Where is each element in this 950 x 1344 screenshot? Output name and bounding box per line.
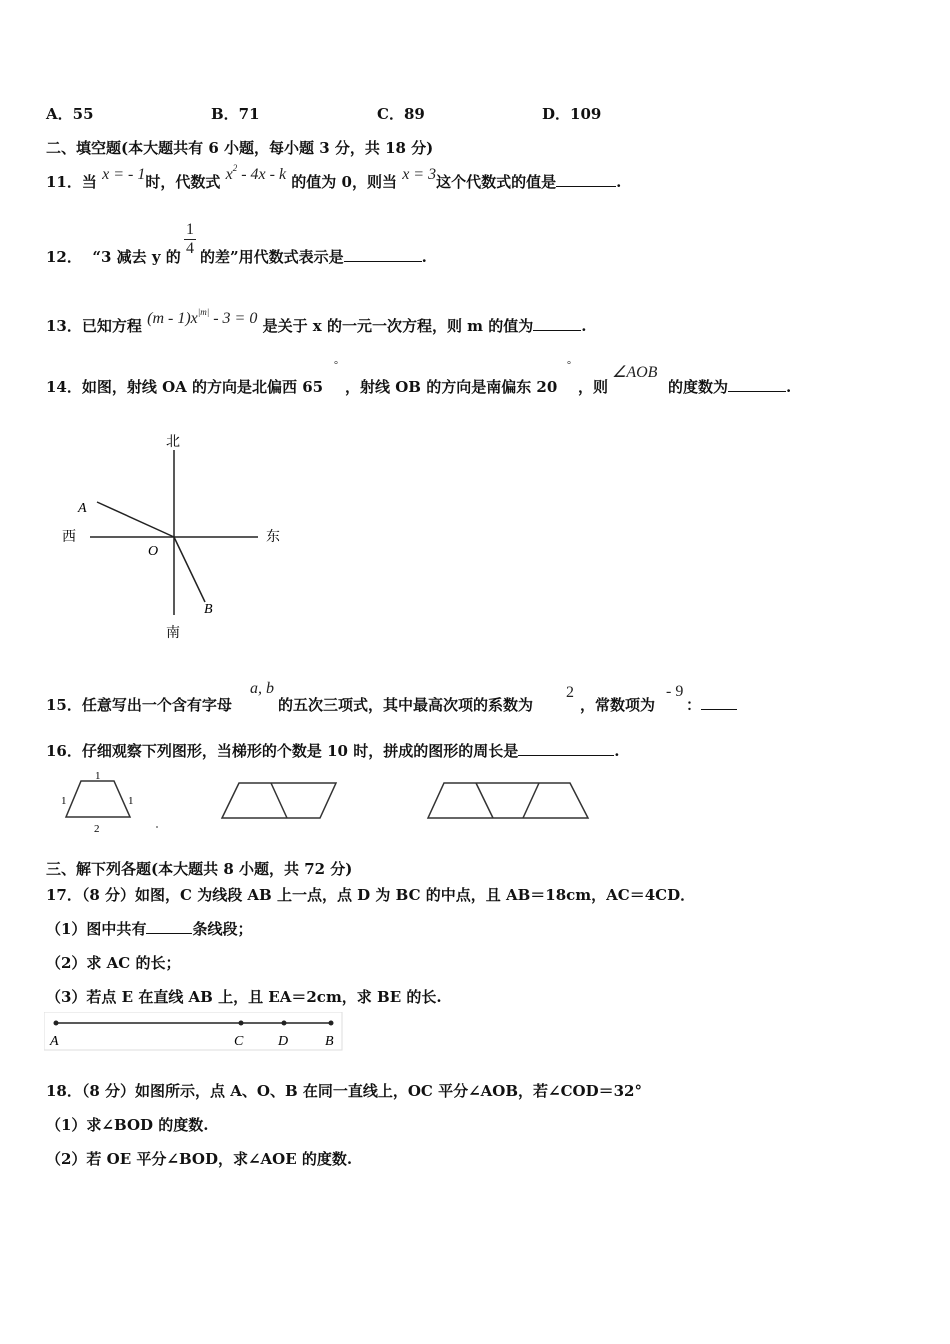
q11-cond2: x = 3: [402, 166, 437, 183]
q18-part1: （1）求∠BOD 的度数.: [46, 1116, 209, 1134]
label-north: 北: [166, 434, 180, 450]
triple-divider-1: [476, 783, 493, 818]
q13-eq-a: (m - 1)x: [147, 310, 198, 327]
choice-c: C．89: [377, 105, 425, 123]
point-d: [282, 1021, 287, 1026]
label-east: 东: [266, 529, 280, 545]
section-2-title: 二、填空题(本大题共有 6 小题，每小题 3 分，共 18 分): [46, 139, 434, 157]
point-a: [54, 1021, 59, 1026]
q11-expr-a: x: [225, 166, 233, 183]
seg-label-b: B: [325, 1034, 334, 1049]
seg-label-d: D: [278, 1034, 289, 1049]
q14-blank[interactable]: [728, 377, 786, 392]
q16-end: .: [614, 742, 620, 760]
trapezoid-figures: [50, 770, 610, 836]
question-15-part2: 的五次三项式，其中最高次项的系数为: [278, 696, 534, 714]
label-o: O: [148, 544, 159, 559]
q11-expr: [225, 163, 287, 183]
q13-equation: [147, 307, 258, 327]
trapezoid-single: [66, 781, 130, 817]
q12-t1: “3 减去 y 的: [92, 248, 181, 266]
q12-frac-den: 4: [186, 240, 194, 257]
q17-part3: （3）若点 E 在直线 AB 上，且 EA＝2cm，求 BE 的长.: [46, 988, 442, 1006]
q16-text: 16．仔细观察下列图形，当梯形的个数是 10 时，拼成的图形的周长是: [46, 742, 519, 760]
q14-t3: 的度数为: [668, 378, 729, 396]
question-14-part3: ，则: [578, 378, 609, 396]
trap-label-bottom: 2: [94, 823, 100, 835]
figure-border: [44, 1012, 342, 1050]
trap-label-left: 1: [61, 795, 67, 807]
q11-end: .: [616, 173, 622, 191]
q15-t3: ：: [686, 696, 702, 714]
q12-end: .: [421, 248, 427, 266]
question-11: [46, 164, 621, 202]
q11-num: 11．当: [46, 173, 97, 191]
q13-num: 13．已知方程: [46, 317, 142, 335]
q11-blank[interactable]: [556, 172, 616, 187]
point-c: [239, 1021, 244, 1026]
q15-coef: 2: [566, 684, 574, 701]
trap-label-right: 1: [128, 795, 134, 807]
q11-t2: 的值为 0，则当: [291, 173, 397, 191]
compass-figure: [40, 425, 300, 650]
section-3-title: 三、解下列各题(本大题共 8 小题，共 72 分): [46, 860, 353, 878]
question-15-part1: 15．任意写出一个含有字母: [46, 696, 232, 714]
choice-b: B．71: [211, 105, 260, 123]
q13-eq-b: - 3 = 0: [209, 310, 258, 327]
q17-p1b: 条线段；: [192, 920, 253, 938]
q14-angle: ∠AOB: [612, 364, 658, 381]
question-14-part1: 14．如图，射线 OA 的方向是北偏西 65: [46, 378, 324, 396]
choice-d: D．109: [542, 105, 602, 123]
q12-blank[interactable]: [344, 247, 422, 262]
q13-t1: 是关于 x 的一元一次方程，则 m 的值为: [262, 317, 534, 335]
question-13: [46, 308, 587, 346]
segment-figure: [44, 1012, 344, 1052]
question-17: 17．（8 分）如图，C 为线段 AB 上一点，点 D 为 BC 的中点，且 AB＝18cm，AC＝4CD．: [46, 886, 696, 904]
trapezoid-triple: [428, 783, 588, 818]
question-14-part2: ，射线 OB 的方向是南偏东 20: [345, 378, 558, 396]
q18-part2: （2）若 OE 平分∠BOD，求∠AOE 的度数.: [46, 1150, 353, 1168]
q13-eq-sup: |m|: [197, 307, 210, 317]
label-a: A: [78, 501, 87, 516]
triple-divider-2: [523, 783, 539, 818]
q17-blank[interactable]: [146, 919, 192, 934]
question-14-part4: [668, 376, 791, 397]
question-15-part4: [686, 694, 737, 715]
q12-rest: [200, 246, 427, 267]
q11-expr-b: - 4x - k: [237, 166, 287, 183]
pair-divider: [271, 783, 287, 818]
ray-oa: [97, 502, 174, 537]
q11-t3: 这个代数式的值是: [436, 173, 557, 191]
q14-deg-1: °: [334, 360, 338, 371]
q14-end: .: [786, 378, 792, 396]
choice-a: A．55: [46, 105, 94, 123]
question-12: [46, 246, 181, 267]
q13-blank[interactable]: [533, 316, 581, 331]
q12-frac-num: 1: [186, 221, 194, 238]
q11-cond1: x = - 1: [102, 166, 146, 183]
q15-letters: a, b: [250, 680, 274, 697]
q17-part1: [46, 918, 252, 939]
q12-num: 12．: [46, 248, 82, 266]
point-b: [329, 1021, 334, 1026]
q15-const: - 9: [666, 683, 684, 700]
q17-part2: （2）求 AC 的长；: [46, 954, 181, 972]
trap-label-top: 1: [95, 770, 101, 782]
q11-expr-sup: 2: [232, 163, 238, 173]
q14-deg-2: °: [567, 360, 571, 371]
q13-end: .: [581, 317, 587, 335]
q16-blank[interactable]: [518, 741, 614, 756]
question-15-part3: ，常数项为: [580, 696, 656, 714]
label-b: B: [204, 602, 213, 617]
speck: [156, 826, 158, 828]
q12-fraction: [184, 221, 196, 258]
question-18: 18．（8 分）如图所示，点 A、O、B 在同一直线上，OC 平分∠AOB，若∠COD＝32°: [46, 1082, 642, 1100]
ray-ob: [174, 537, 205, 602]
q11-t1: 时，代数式: [145, 173, 221, 191]
label-west: 西: [62, 529, 76, 545]
label-south: 南: [166, 625, 180, 641]
q15-blank[interactable]: [701, 695, 737, 710]
seg-label-a: A: [50, 1034, 59, 1049]
q17-p1a: （1）图中共有: [46, 920, 147, 938]
seg-label-c: C: [234, 1034, 244, 1049]
q12-t2: 的差”用代数式表示是: [200, 248, 344, 266]
question-16: [46, 740, 619, 761]
